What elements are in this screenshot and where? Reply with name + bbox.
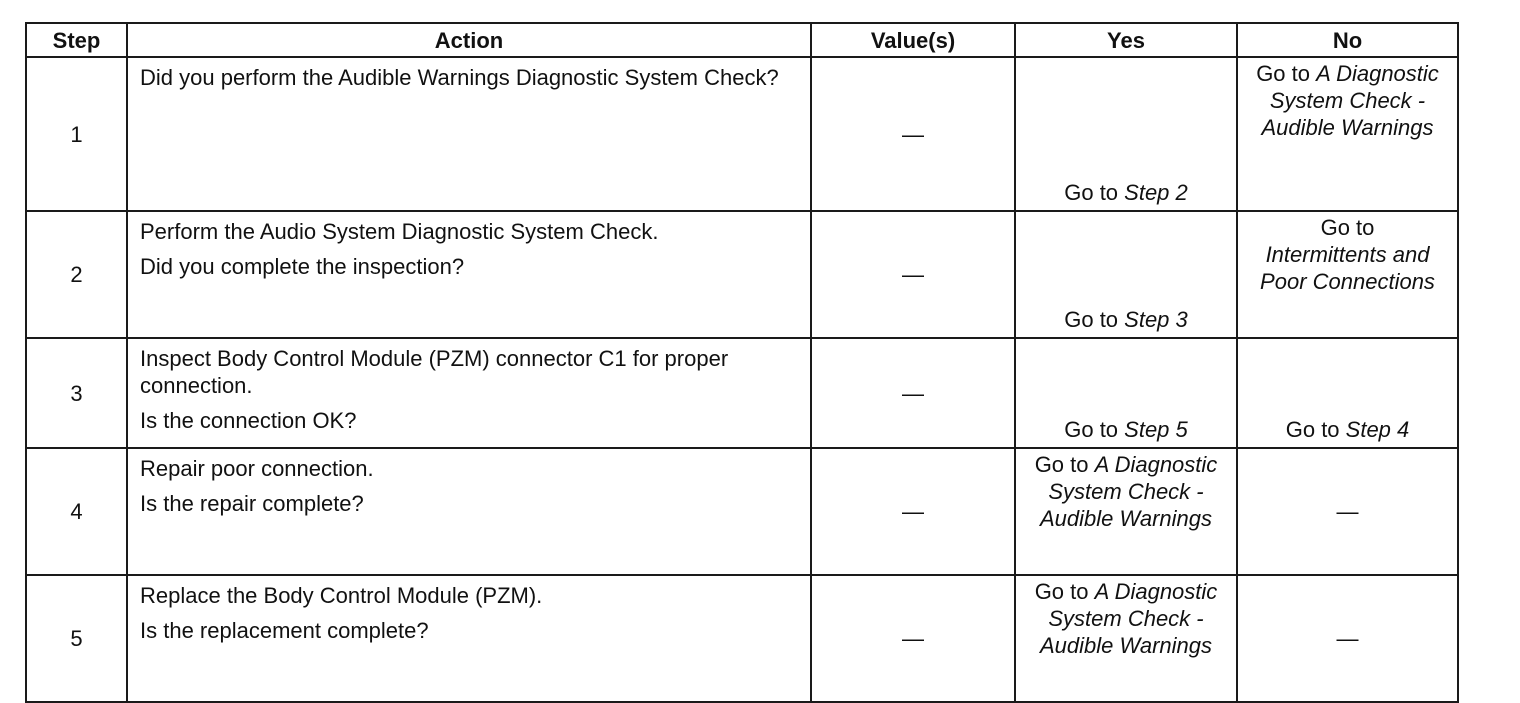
header-no: No [1237, 23, 1458, 57]
header-yes: Yes [1015, 23, 1237, 57]
action-cell [127, 338, 811, 448]
no-cell [1237, 448, 1458, 575]
yes-prefix: Go to [1064, 307, 1125, 332]
yes-link[interactable]: A Diagnostic System Check - Audible Warnings [1039, 452, 1218, 531]
step-number: 2 [26, 211, 127, 338]
value-cell: — [811, 338, 1015, 448]
step-number: 3 [26, 338, 127, 448]
yes-cell [1015, 211, 1237, 338]
header-values: Value(s) [811, 23, 1015, 57]
step-number: 1 [26, 57, 127, 211]
step-number: 5 [26, 575, 127, 702]
table-row [26, 575, 1458, 702]
no-prefix: Go to [1285, 417, 1346, 442]
table-row [26, 211, 1458, 338]
yes-cell [1015, 338, 1237, 448]
action-text: Did you perform the Audible Warnings Diagnostic System Check? [140, 65, 779, 90]
action-question: Is the connection OK? [140, 408, 357, 433]
action-text: Repair poor connection. [140, 456, 374, 481]
action-question: Is the repair complete? [140, 491, 364, 516]
step-number: 4 [26, 448, 127, 575]
action-text: Inspect Body Control Module (PZM) connector C1 for proper connection. [140, 346, 729, 398]
action-cell [127, 448, 811, 575]
table-row [26, 338, 1458, 448]
yes-cell [1015, 575, 1237, 702]
action-question: Did you complete the inspection? [140, 254, 465, 279]
no-link: — [1336, 499, 1359, 524]
yes-prefix: Go to [1064, 417, 1125, 442]
yes-link[interactable]: Step 5 [1124, 417, 1188, 442]
value-cell: — [811, 575, 1015, 702]
yes-prefix: Go to [1034, 452, 1095, 477]
no-link[interactable]: Intermittents and Poor Connections [1260, 242, 1435, 294]
no-prefix: Go to [1256, 61, 1317, 86]
action-text: Replace the Body Control Module (PZM). [140, 583, 543, 608]
value-cell: — [811, 448, 1015, 575]
no-prefix: Go to [1320, 215, 1375, 240]
no-cell [1237, 575, 1458, 702]
yes-link[interactable]: Step 2 [1124, 180, 1188, 205]
header-step: Step [26, 23, 127, 57]
action-question: Is the replacement complete? [140, 618, 429, 643]
yes-cell [1015, 57, 1237, 211]
no-cell [1237, 338, 1458, 448]
yes-link[interactable]: A Diagnostic System Check - Audible Warnings [1039, 579, 1218, 658]
header-action: Action [127, 23, 811, 57]
no-link[interactable]: A Diagnostic System Check - Audible Warnings [1261, 61, 1439, 140]
header-row [26, 23, 1458, 57]
yes-prefix: Go to [1034, 579, 1095, 604]
table-row [26, 448, 1458, 575]
diagnostic-table [25, 22, 1459, 703]
action-cell [127, 575, 811, 702]
value-cell: — [811, 211, 1015, 338]
yes-prefix: Go to [1064, 180, 1125, 205]
yes-link[interactable]: Step 3 [1124, 307, 1188, 332]
value-cell: — [811, 57, 1015, 211]
table-row [26, 57, 1458, 211]
no-link[interactable]: Step 4 [1345, 417, 1410, 442]
action-text: Perform the Audio System Diagnostic System Check. [140, 219, 659, 244]
no-link: — [1336, 626, 1359, 651]
no-cell [1237, 57, 1458, 211]
yes-cell [1015, 448, 1237, 575]
no-cell [1237, 211, 1458, 338]
action-cell [127, 57, 811, 211]
action-cell [127, 211, 811, 338]
